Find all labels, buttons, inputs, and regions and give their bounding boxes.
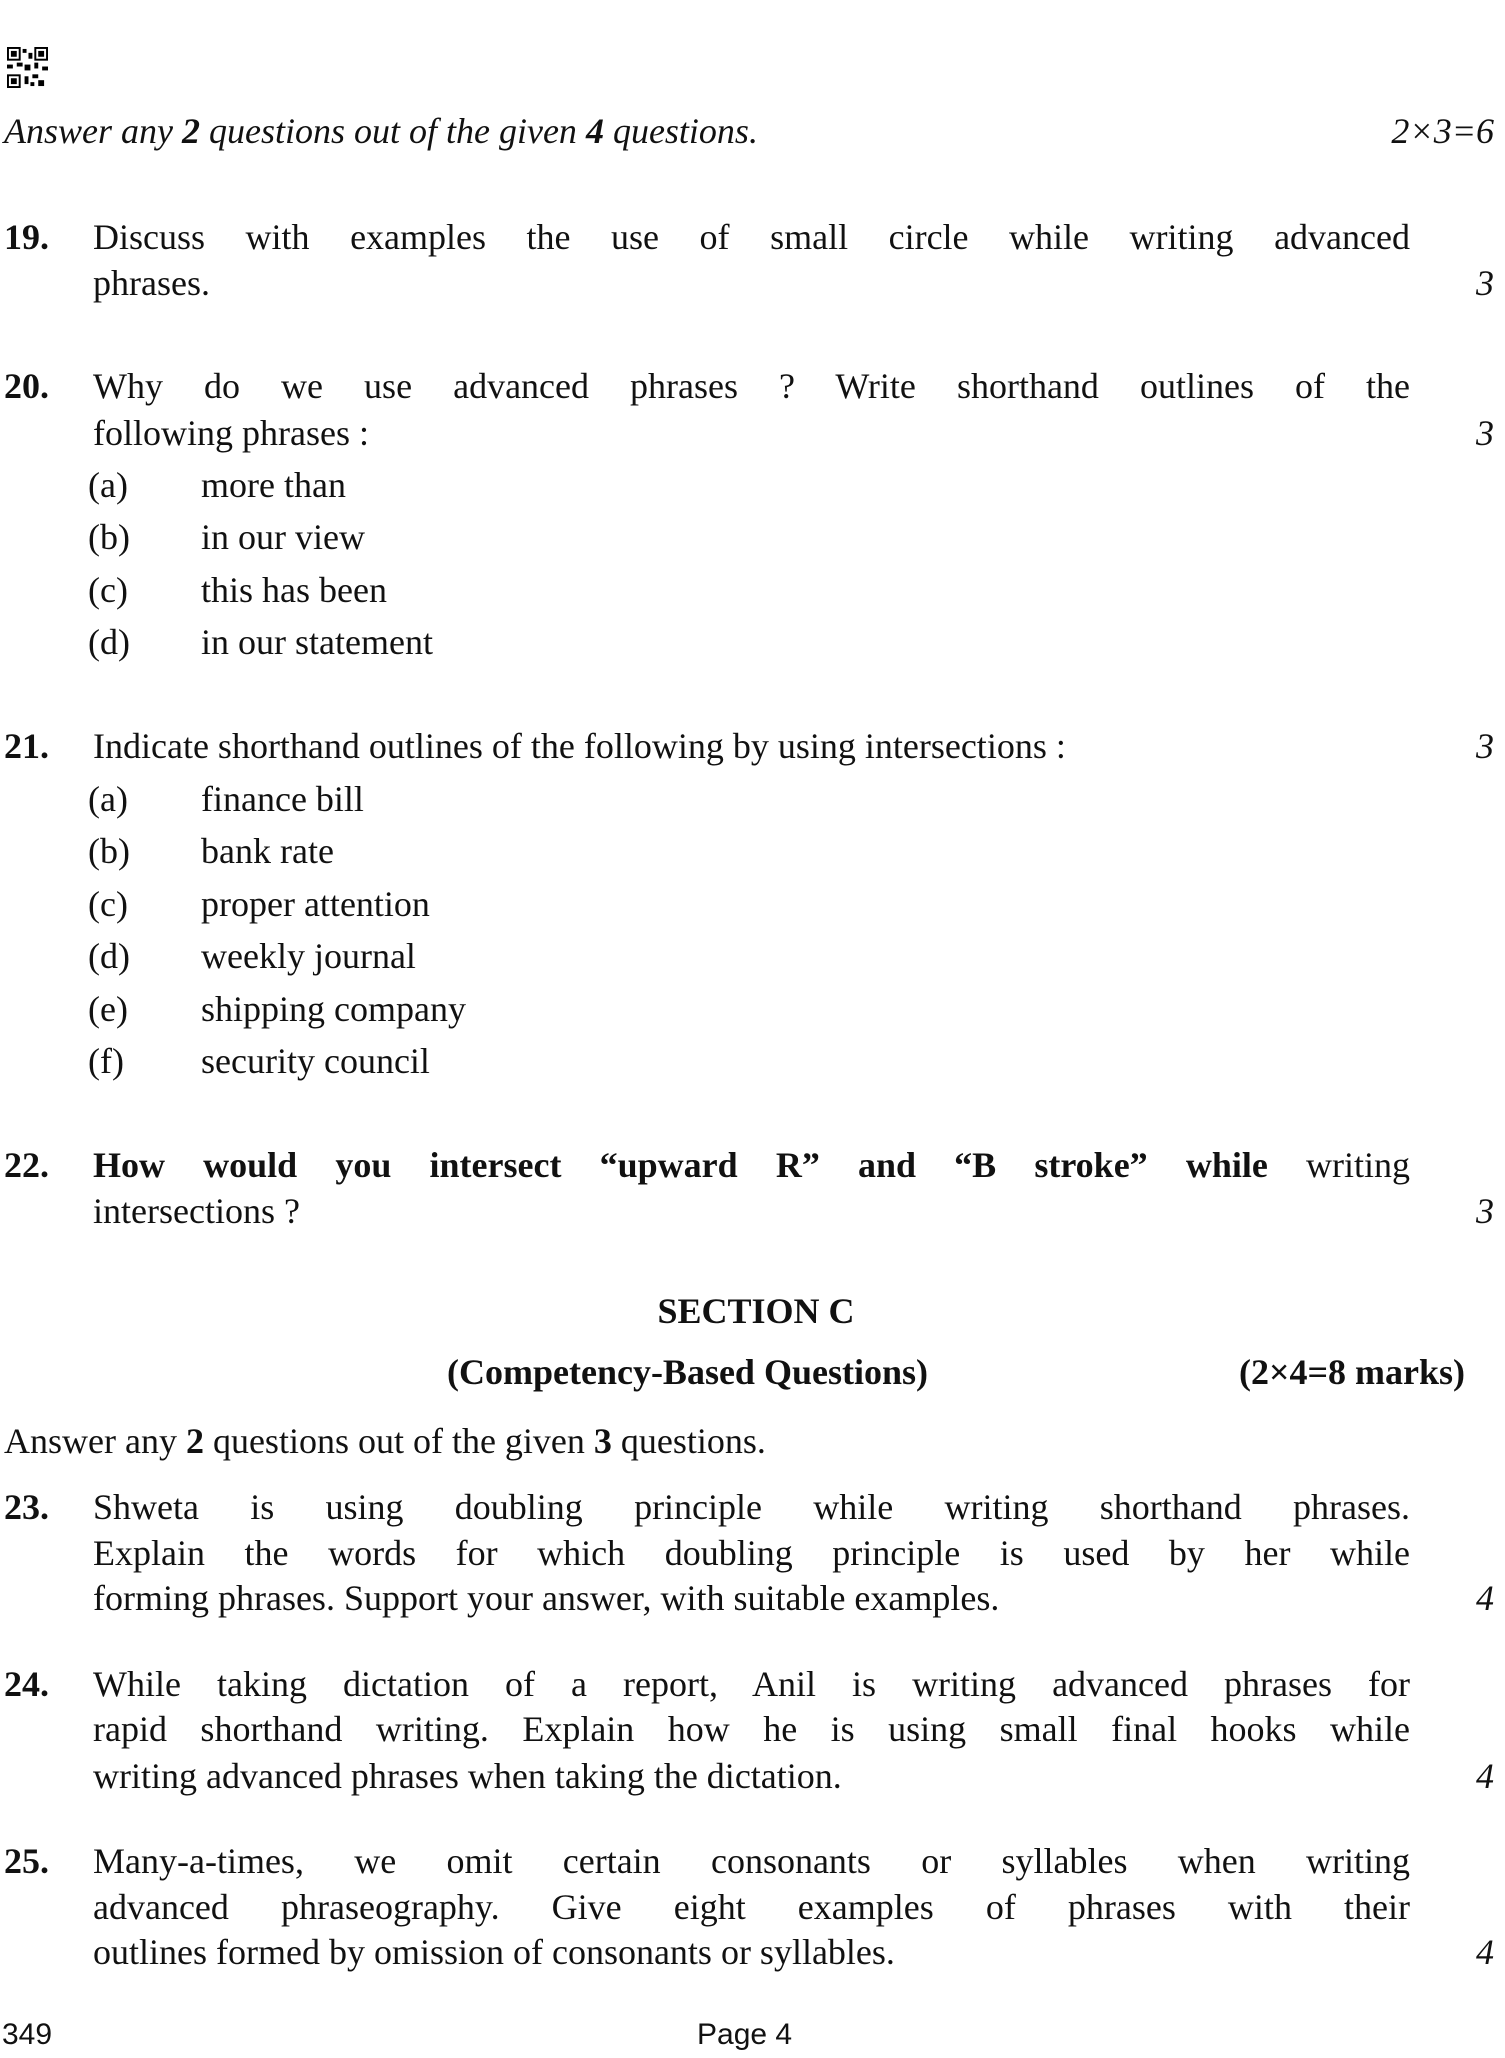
question-text-line bbox=[93, 1142, 1410, 1188]
option-label: (c) bbox=[88, 884, 128, 924]
question-text-line: rapid shorthand writing. Explain how he is using small final hooks while bbox=[93, 1709, 1410, 1749]
option-label: (d) bbox=[88, 622, 130, 662]
question-number: 20. bbox=[4, 366, 49, 406]
section-instruction: Answer any 2 questions out of the given 3 questions. bbox=[4, 1421, 766, 1461]
question-text-line: following phrases : bbox=[93, 413, 369, 453]
option-label: (b) bbox=[88, 831, 130, 871]
option-label: (d) bbox=[88, 936, 130, 976]
section-instruction: Answer any 2 questions out of the given 4 questions. bbox=[4, 111, 758, 151]
question-text-line: Many-a-times, we omit certain consonants or syllables when writing bbox=[93, 1841, 1410, 1881]
question-text-line: Shweta is using doubling principle while writing shorthand phrases. bbox=[93, 1487, 1410, 1527]
option-text: in our statement bbox=[201, 622, 433, 662]
question-text-line: While taking dictation of a report, Anil is writing advanced phrases for bbox=[93, 1664, 1410, 1704]
question-text-bold: How would you intersect “upward R” and “B stroke” while bbox=[93, 1145, 1268, 1185]
option-text: shipping company bbox=[201, 989, 466, 1029]
question-number: 22. bbox=[4, 1145, 49, 1185]
option-text: finance bill bbox=[201, 779, 364, 819]
question-marks: 3 bbox=[1476, 1191, 1494, 1231]
qr-code-icon bbox=[6, 47, 49, 88]
question-text-line: Why do we use advanced phrases ? Write shorthand outlines of the bbox=[93, 366, 1410, 406]
question-text-line: Explain the words for which doubling principle is used by her while bbox=[93, 1533, 1410, 1573]
section-marks: (2×4=8 marks) bbox=[1239, 1352, 1466, 1392]
question-text-line: outlines formed by omission of consonants or syllables. bbox=[93, 1932, 895, 1972]
question-text-line: phrases. bbox=[93, 263, 210, 303]
question-text-line: Indicate shorthand outlines of the following by using intersections : bbox=[93, 726, 1066, 766]
question-text-line: advanced phraseography. Give eight examples of phrases with their bbox=[93, 1887, 1410, 1927]
question-number: 25. bbox=[4, 1841, 49, 1881]
section-title: SECTION C bbox=[657, 1291, 855, 1331]
question-number: 24. bbox=[4, 1664, 49, 1704]
option-text: security council bbox=[201, 1041, 430, 1081]
question-text-normal: writing bbox=[1306, 1145, 1410, 1185]
option-label: (c) bbox=[88, 570, 128, 610]
question-text-line: writing advanced phrases when taking the dictation. bbox=[93, 1756, 842, 1796]
question-marks: 4 bbox=[1476, 1578, 1494, 1618]
option-text: bank rate bbox=[201, 831, 334, 871]
option-label: (f) bbox=[88, 1041, 124, 1081]
section-subtitle: (Competency-Based Questions) bbox=[447, 1352, 928, 1392]
option-label: (a) bbox=[88, 779, 128, 819]
question-text-line: Discuss with examples the use of small circle while writing advanced bbox=[93, 217, 1410, 257]
question-marks: 3 bbox=[1476, 413, 1494, 453]
option-label: (e) bbox=[88, 989, 128, 1029]
option-text: weekly journal bbox=[201, 936, 416, 976]
question-text-line: intersections ? bbox=[93, 1191, 300, 1231]
question-marks: 3 bbox=[1476, 726, 1494, 766]
question-number: 19. bbox=[4, 217, 49, 257]
question-number: 23. bbox=[4, 1487, 49, 1527]
option-text: this has been bbox=[201, 570, 387, 610]
section-marks: 2×3=6 bbox=[1391, 111, 1494, 151]
question-number: 21. bbox=[4, 726, 49, 766]
question-marks: 4 bbox=[1476, 1932, 1494, 1972]
paper-code: 349 bbox=[2, 2018, 53, 2051]
page-number: Page 4 bbox=[697, 2018, 793, 2051]
option-text: proper attention bbox=[201, 884, 430, 924]
option-label: (b) bbox=[88, 517, 130, 557]
question-marks: 3 bbox=[1476, 263, 1494, 303]
question-text-line: forming phrases. Support your answer, with suitable examples. bbox=[93, 1578, 1000, 1618]
question-marks: 4 bbox=[1476, 1756, 1494, 1796]
option-label: (a) bbox=[88, 465, 128, 505]
option-text: in our view bbox=[201, 517, 365, 557]
option-text: more than bbox=[201, 465, 346, 505]
